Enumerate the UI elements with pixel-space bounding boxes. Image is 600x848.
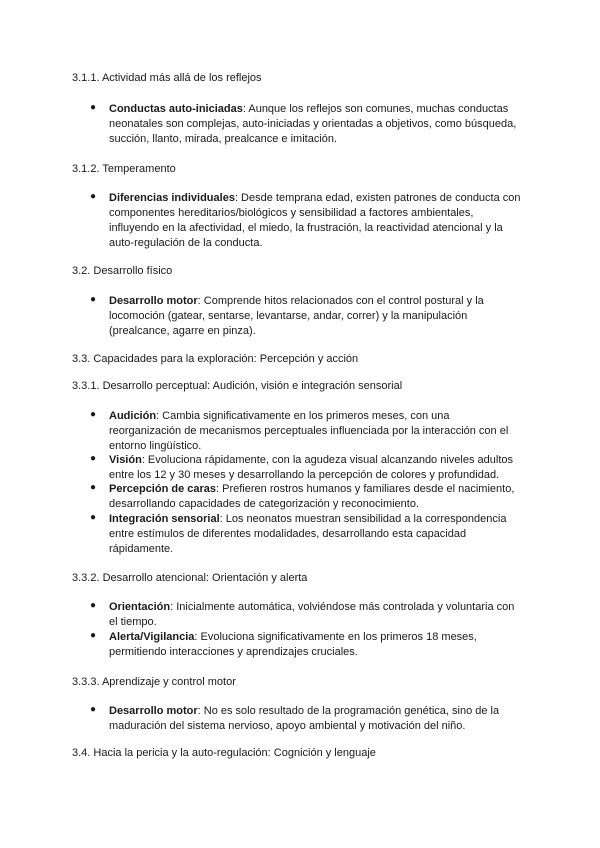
bullet-text: rápidamente. [109, 543, 174, 555]
bullet-term: Desarrollo motor [109, 295, 198, 307]
bullet-text: desarrollando capacidades de categorización y reconocimiento. [109, 498, 420, 510]
bullet-icon: ● [90, 704, 97, 715]
bullet-text: : Evoluciona rápidamente, con la agudeza visual alcanzando niveles adultos [141, 454, 513, 466]
bullet-term: Desarrollo motor [109, 705, 198, 717]
bullet-term: Integración sensorial [109, 513, 220, 525]
section-heading: 3.3.1. Desarrollo perceptual: Audición, visión e integración sensorial [72, 380, 403, 392]
section-heading: 3.3.2. Desarrollo atencional: Orientación y alerta [72, 572, 308, 584]
bullet-text: (prealcance, agarre en pinza). [109, 325, 256, 337]
bullet-text: el tiempo. [109, 616, 157, 628]
section-heading: 3.3. Capacidades para la exploración: Percepción y acción [72, 353, 359, 365]
bullet-icon: ● [90, 600, 97, 611]
bullet-text: maduración del sistema nervioso, apoyo ambiental y motivación del niño. [109, 720, 466, 732]
bullet-icon: ● [90, 512, 97, 523]
bullet-text: neonatales son complejas, auto-iniciadas y orientadas a objetivos, como búsqueda, [109, 118, 517, 130]
bullet-text: : No es solo resultado de la programación genética, sino de la [197, 705, 500, 717]
bullet-icon: ● [90, 630, 97, 641]
bullet-icon: ● [90, 409, 97, 420]
bullet-text: succión, llanto, mirada, prealcance e imitación. [109, 133, 338, 145]
bullet-text: : Cambia significativamente en los primeros meses, con una [156, 410, 450, 422]
section-heading: 3.4. Hacia la pericia y la auto-regulación: Cognición y lenguaje [72, 747, 376, 759]
bullet-text: : Aunque los reflejos son comunes, muchas conductas [242, 103, 509, 115]
bullet-icon: ● [90, 191, 97, 202]
bullet-text: locomoción (gatear, sentarse, levantarse, andar, correr) y la manipulación [109, 310, 468, 322]
bullet-text: : Desde temprana edad, existen patrones de conducta con [234, 192, 521, 204]
bullet-text: componentes hereditarios/biológicos y sensibilidad a factores ambientales, [109, 207, 474, 219]
bullet-term: Audición [109, 410, 157, 422]
section-heading: 3.2. Desarrollo físico [72, 265, 173, 277]
bullet-term: Alerta/Vigilancia [109, 631, 195, 643]
bullet-text: : Inicialmente automática, volviéndose más controlada y voluntaria con [170, 601, 515, 613]
section-heading: 3.1.2. Temperamento [72, 163, 176, 175]
bullet-text: : Comprende hitos relacionados con el control postural y la [197, 295, 484, 307]
bullet-text: : Prefieren rostros humanos y familiares desde el nacimiento, [216, 483, 515, 495]
bullet-text: entre los 12 y 30 meses y desarrollando la percepción de colores y profundidad. [109, 469, 500, 481]
bullet-term: Visión [109, 454, 142, 466]
bullet-text: : Los neonatos muestran sensibilidad a la correspondencia [219, 513, 507, 525]
bullet-text: entorno lingüístico. [109, 440, 202, 452]
bullet-text: reorganización de mecanismos perceptuales influenciada por la interacción con el [109, 425, 509, 437]
bullet-icon: ● [90, 294, 97, 305]
bullet-text: : Evoluciona significativamente en los primeros 18 meses, [194, 631, 477, 643]
bullet-term: Diferencias individuales [109, 192, 235, 204]
bullet-icon: ● [90, 482, 97, 493]
bullet-term: Orientación [109, 601, 171, 613]
bullet-text: influyendo en la afectividad, el miedo, la frustración, la reactividad atencional y la [109, 222, 503, 234]
section-heading: 3.1.1. Actividad más allá de los reflejos [72, 72, 262, 84]
bullet-text: auto-regulación de la conducta. [109, 237, 263, 249]
bullet-term: Percepción de caras [109, 483, 217, 495]
bullet-term: Conductas auto-iniciadas [109, 103, 243, 115]
bullet-text: entre estímulos de diferentes modalidades, desarrollando esta capacidad [109, 528, 467, 540]
bullet-text: permitiendo interacciones y aprendizajes cruciales. [109, 646, 358, 658]
bullet-icon: ● [90, 102, 97, 113]
bullet-icon: ● [90, 453, 97, 464]
section-heading: 3.3.3. Aprendizaje y control motor [72, 676, 236, 688]
